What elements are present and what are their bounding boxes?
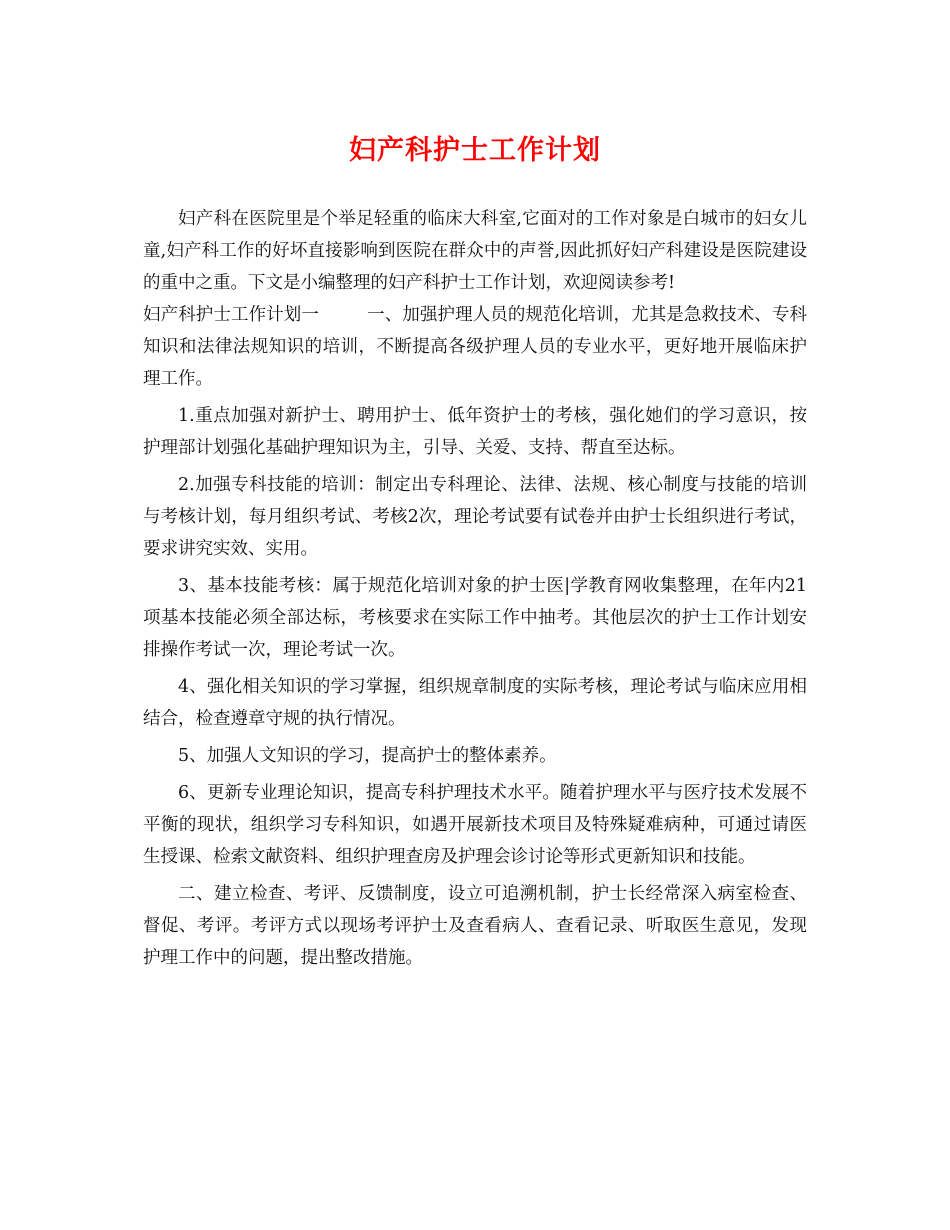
section-one-paragraph — [143, 299, 807, 395]
intro-paragraph: 妇产科在医院里是个举足轻重的临床大科室,它面对的工作对象是白城市的妇女儿童,妇产科工作的好坏直接影响到医院在群众中的声誉,因此抓好妇产科建设是医院建设的重中之重。下文是小编整理的妇产科护士工作计划，欢迎阅读参考! — [143, 209, 807, 293]
section-two-paragraph: 二、建立检查、考评、反馈制度，设立可追溯机制，护士长经常深入病室检查、督促、考评。考评方式以现场考评护士及查看病人、查看记录、听取医生意见，发现护理工作中的问题，提出整改措施。 — [143, 884, 807, 968]
item-paragraph-4: 4、强化相关知识的学习掌握，组织规章制度的实际考核，理论考试与临床应用相结合，检查遵章守规的执行情况。 — [143, 677, 807, 729]
item-paragraph-6: 6、更新专业理论知识，提高专科护理技术水平。随着护理水平与医疗技术发展不平衡的现状，组织学习专科知识，如遇开展新技术项目及特殊疑难病种，可通过请医生授课、检索文献资料、组织护理查房及护理会诊讨论等形式更新知识和技能。 — [143, 783, 807, 867]
document-title: 妇产科护士工作计划 — [349, 135, 601, 166]
item-paragraph-2: 2.加强专科技能的培训：制定出专科理论、法律、法规、核心制度与技能的培训与考核计划，每月组织考试、考核2次，理论考试要有试卷并由护士长组织进行考试，要求讲究实效、实用。 — [143, 475, 807, 559]
item-paragraph-5: 5、加强人文知识的学习，提高护士的整体素养。 — [178, 746, 557, 766]
plan-subheading: 妇产科护士工作计划一 — [143, 305, 319, 325]
document-body — [143, 203, 807, 979]
item-paragraph-3: 3、基本技能考核：属于规范化培训对象的护士医|学教育网收集整理，在年内21项基本技能必须全部达标，考核要求在实际工作中抽考。其他层次的护士工作计划安排操作考试一次，理论考试一次。 — [143, 576, 807, 660]
section-one-text: 一、加强护理人员的规范化培训，尤其是急救技术、专科知识和法律法规知识的培训，不断提高各级护理人员的专业水平，更好地开展临床护理工作。 — [143, 305, 807, 389]
item-paragraph-1: 1.重点加强对新护士、聘用护士、低年资护士的考核，强化她们的学习意识，按护理部计划强化基础护理知识为主，引导、关爱、支持、帮直至达标。 — [143, 406, 807, 458]
